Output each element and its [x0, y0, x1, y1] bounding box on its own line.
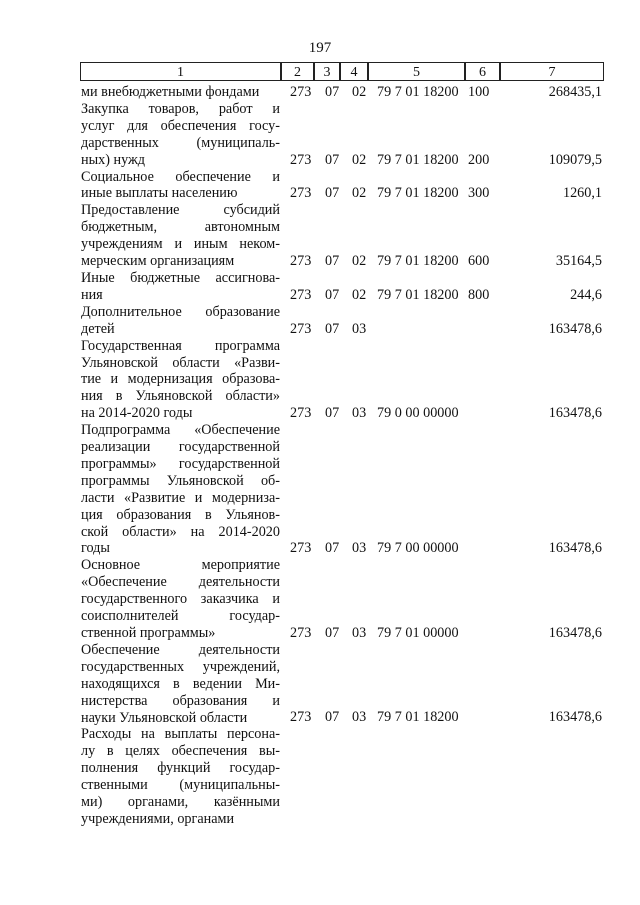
- row-codes: [81, 709, 604, 726]
- description-line: ми) органами, казёнными: [81, 794, 280, 811]
- row-codes: [81, 253, 604, 270]
- description-line: ской области» на 2014-2020: [81, 523, 280, 540]
- code-ved: 273: [290, 405, 312, 422]
- page-number: 197: [308, 40, 332, 56]
- description-line: учреждениями, органами: [81, 810, 235, 827]
- code-pr: 02: [352, 83, 367, 100]
- code-pr: 03: [352, 405, 367, 422]
- amount: 268435,1: [548, 83, 602, 100]
- description-line: иные выплаты населению: [81, 185, 238, 202]
- description-line: Социальное обеспечение и: [81, 168, 280, 185]
- description-line: Ульяновской области «Разви-: [81, 354, 280, 371]
- code-csr: 79 7 01 18200: [377, 185, 459, 202]
- code-vr: 600: [468, 252, 490, 269]
- header-col-2: 2: [281, 62, 314, 81]
- code-pr: 03: [352, 320, 367, 337]
- description-line: ных) нужд: [81, 151, 146, 168]
- row-codes: [81, 540, 604, 557]
- row-codes: [81, 625, 604, 642]
- description-line: услуг для обеспечения госу-: [81, 117, 280, 134]
- amount: 109079,5: [548, 151, 602, 168]
- code-pr: 02: [352, 286, 367, 303]
- code-rz: 07: [325, 624, 340, 641]
- description-line: ция образования в Ульянов-: [81, 506, 280, 523]
- description-line: ласти «Развитие и модерниза-: [81, 489, 280, 506]
- code-csr: 79 0 00 00000: [377, 405, 459, 422]
- code-rz: 07: [325, 151, 340, 168]
- amount: 163478,6: [548, 405, 602, 422]
- code-vr: 300: [468, 185, 490, 202]
- row-codes: [81, 811, 604, 828]
- code-ved: 273: [290, 540, 312, 557]
- row-codes: [81, 321, 604, 338]
- header-col-6: 6: [465, 62, 500, 81]
- code-ved: 273: [290, 286, 312, 303]
- amount: 1260,1: [562, 185, 602, 202]
- description-line: Основное мероприятие: [81, 557, 280, 574]
- description-line: Государственная программа: [81, 337, 280, 354]
- code-vr: 800: [468, 286, 490, 303]
- description-line: мерческим организациям: [81, 253, 235, 270]
- code-rz: 07: [325, 405, 340, 422]
- description-line: годы: [81, 540, 110, 557]
- description-line: находящихся в ведении Ми-: [81, 675, 280, 692]
- code-vr: 100: [468, 83, 490, 100]
- row-codes: [81, 84, 604, 101]
- description-line: Иные бюджетные ассигнова-: [81, 269, 280, 286]
- table-body: [81, 84, 604, 828]
- description-line: Закупка товаров, работ и: [81, 100, 280, 117]
- description-line: программы» государственной: [81, 455, 280, 472]
- table-row: [81, 169, 604, 203]
- code-pr: 03: [352, 540, 367, 557]
- description-line: «Обеспечение деятельности: [81, 574, 280, 591]
- table-row: [81, 726, 604, 827]
- table-row: [81, 557, 604, 642]
- description-line: ми внебюджетными фондами: [81, 84, 260, 100]
- description-line: Подпрограмма «Обеспечение: [81, 422, 280, 439]
- description-line: Дополнительное образование: [81, 303, 280, 320]
- description-line: ственной программы»: [81, 625, 216, 641]
- code-csr: 79 7 01 18200: [377, 709, 459, 726]
- code-ved: 273: [290, 83, 312, 100]
- code-rz: 07: [325, 320, 340, 337]
- description-line: учреждениям и иным неком-: [81, 236, 280, 253]
- header-col-5: 5: [368, 62, 465, 81]
- code-rz: 07: [325, 252, 340, 269]
- table-row: [81, 338, 604, 423]
- description-line: Предоставление субсидий: [81, 202, 280, 219]
- code-ved: 273: [290, 709, 312, 726]
- row-codes: [81, 185, 604, 202]
- code-csr: 79 7 01 18200: [377, 151, 459, 168]
- header-col-7: 7: [500, 62, 604, 81]
- description-line: дарственных (муниципаль-: [81, 134, 280, 151]
- header-col-4: 4: [340, 62, 368, 81]
- description-line: ния в Ульяновской области»: [81, 388, 280, 405]
- table-row: [81, 422, 604, 557]
- description-line: детей: [81, 320, 115, 337]
- description-line: соисполнителей государ-: [81, 608, 280, 625]
- code-csr: 79 7 00 00000: [377, 540, 459, 557]
- description-line: ния: [81, 286, 103, 303]
- code-pr: 02: [352, 252, 367, 269]
- description-line: бюджетным, автономным: [81, 219, 280, 236]
- description-line: на 2014-2020 годы: [81, 405, 193, 422]
- description-line: полнения функций государ-: [81, 760, 280, 777]
- code-rz: 07: [325, 286, 340, 303]
- code-rz: 07: [325, 709, 340, 726]
- description-line: тие и модернизация образова-: [81, 371, 280, 388]
- table-header: [81, 62, 604, 81]
- table-row: [81, 642, 604, 727]
- amount: 163478,6: [548, 320, 602, 337]
- code-rz: 07: [325, 83, 340, 100]
- description-line: государственного заказчика и: [81, 591, 280, 608]
- row-description: [81, 422, 280, 557]
- code-csr: 79 7 01 18200: [377, 83, 459, 100]
- code-ved: 273: [290, 252, 312, 269]
- description-line: лу в целях обеспечения вы-: [81, 743, 280, 760]
- description-line: ственными (муниципальны-: [81, 777, 280, 794]
- code-rz: 07: [325, 540, 340, 557]
- code-pr: 03: [352, 709, 367, 726]
- table-row: [81, 270, 604, 304]
- code-csr: 79 7 01 00000: [377, 624, 459, 641]
- amount: 163478,6: [548, 709, 602, 726]
- row-codes: [81, 287, 604, 304]
- amount: 244,6: [570, 286, 602, 303]
- description-line: государственных учреждений,: [81, 658, 280, 675]
- code-pr: 02: [352, 185, 367, 202]
- code-vr: 200: [468, 151, 490, 168]
- description-line: нистерства образования и: [81, 692, 280, 709]
- description-line: реализации государственной: [81, 439, 280, 456]
- description-line: Обеспечение деятельности: [81, 641, 280, 658]
- code-csr: 79 7 01 18200: [377, 252, 459, 269]
- description-line: программы Ульяновской об-: [81, 472, 280, 489]
- description-line: Расходы на выплаты персона-: [81, 726, 280, 743]
- amount: 163478,6: [548, 540, 602, 557]
- table-row: [81, 202, 604, 270]
- table-row: [81, 101, 604, 169]
- code-csr: 79 7 01 18200: [377, 286, 459, 303]
- code-ved: 273: [290, 185, 312, 202]
- table-row: [81, 84, 604, 101]
- code-ved: 273: [290, 151, 312, 168]
- amount: 35164,5: [555, 252, 602, 269]
- description-line: науки Ульяновской области: [81, 709, 248, 726]
- code-ved: 273: [290, 320, 312, 337]
- table-row: [81, 304, 604, 338]
- row-codes: [81, 152, 604, 169]
- header-col-3: 3: [314, 62, 340, 81]
- amount: 163478,6: [548, 624, 602, 641]
- code-pr: 03: [352, 624, 367, 641]
- code-ved: 273: [290, 624, 312, 641]
- header-col-1: 1: [80, 62, 281, 81]
- code-rz: 07: [325, 185, 340, 202]
- code-pr: 02: [352, 151, 367, 168]
- row-codes: [81, 405, 604, 422]
